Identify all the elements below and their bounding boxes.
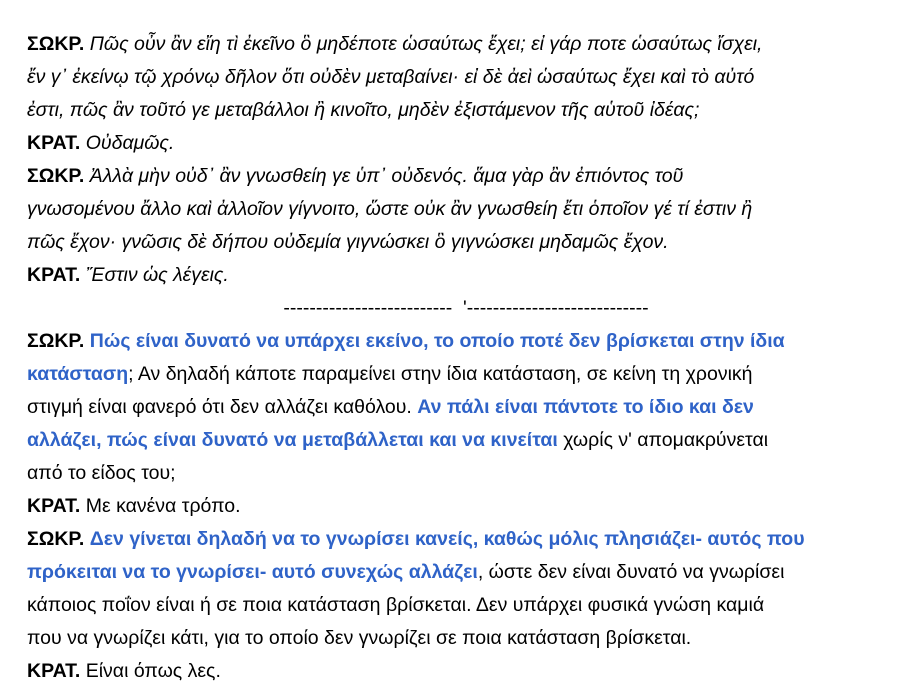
ancient-socrates-line-4 [27, 160, 897, 193]
modern-socrates-line-4 [27, 424, 897, 457]
ancient-socrates-text: Πῶς οὖν ἂν εἴη τὶ ἐκεῖνο ὃ μηδέποτε ὡσαύτως ἔχει; εἰ γάρ ποτε ὡσαύτως ἴσχει, [89, 33, 763, 55]
modern-kratylos-line-2 [27, 655, 897, 688]
highlighted-text: αλλάζει, πώς είναι δυνατό να μεταβάλλεται και να κινείται [27, 429, 558, 451]
highlighted-text: Δεν γίνεται δηλαδή να το γνωρίσει κανείς, καθώς μόλις πλησιάζει- αυτός που [89, 528, 805, 550]
highlighted-text: πρόκειται να το γνωρίσει- αυτό συνεχώς αλλάζει [27, 561, 478, 583]
plain-text: Με κανένα τρόπο. [85, 495, 241, 517]
speaker-kratylos: ΚΡΑΤ. [27, 660, 81, 682]
speaker-socrates: ΣΩΚΡ. [27, 330, 85, 352]
modern-socrates-line-1 [27, 325, 897, 358]
modern-socrates-line-2 [27, 358, 897, 391]
ancient-kratylos-line-2 [27, 259, 897, 292]
plain-text: , ώστε δεν είναι δυνατό να γνωρίσει [477, 561, 785, 583]
modern-socrates-line-3 [27, 391, 897, 424]
modern-socrates-line-5: από το είδος του; [27, 462, 176, 484]
speaker-socrates: ΣΩΚΡ. [27, 528, 85, 550]
ancient-kratylos-text: Ἔστιν ὡς λέγεις. [85, 264, 229, 286]
modern-socrates-line-6 [27, 523, 897, 556]
plain-text: στιγμή είναι φανερό ότι δεν αλλάζει καθόλου. [27, 396, 418, 418]
highlighted-text: κατάσταση [27, 363, 129, 385]
speaker-socrates: ΣΩΚΡ. [27, 165, 85, 187]
ancient-socrates-line-1 [27, 28, 897, 61]
speaker-kratylos: ΚΡΑΤ. [27, 264, 81, 286]
speaker-kratylos: ΚΡΑΤ. [27, 132, 81, 154]
plain-text: Είναι όπως λες. [85, 660, 221, 682]
plain-text: χωρίς ν' απομακρύνεται [557, 429, 769, 451]
highlighted-text: Αν πάλι είναι πάντοτε το ίδιο και δεν [417, 396, 754, 418]
modern-kratylos-line-1 [27, 490, 897, 523]
modern-socrates-line-9: που να γνωρίζει κάτι, για το οποίο δεν γνωρίζει σε ποια κατάσταση βρίσκεται. [27, 627, 692, 649]
speaker-kratylos: ΚΡΑΤ. [27, 495, 81, 517]
highlighted-text: Πώς είναι δυνατό να υπάρχει εκείνο, το οποίο ποτέ δεν βρίσκεται στην ίδια [89, 330, 785, 352]
ancient-socrates-line-5: γνωσομένου ἄλλο καὶ ἀλλοῖον γίγνοιτο, ὥστε οὐκ ἂν γνωσθείη ἔτι ὁποῖον γέ τί ἐστιν ἢ [27, 198, 753, 220]
speaker-socrates: ΣΩΚΡ. [27, 33, 85, 55]
modern-socrates-line-7 [27, 556, 897, 589]
ancient-kratylos-line-1 [27, 127, 897, 160]
ancient-socrates-text: Ἀλλὰ μὴν οὐδ᾽ ἂν γνωσθείη γε ὑπ᾽ οὐδενός. ἅμα γὰρ ἂν ἐπιόντος τοῦ [89, 165, 684, 187]
ancient-socrates-line-6: πῶς ἔχον· γνῶσις δὲ δήπου οὐδεμία γιγνώσκει ὃ γιγνώσκει μηδαμῶς ἔχον. [27, 231, 669, 253]
dialogue-document [27, 28, 897, 688]
modern-socrates-line-8: κάποιος ποΐον είναι ή σε ποια κατάσταση βρίσκεται. Δεν υπάρχει φυσικά γνώση καμιά [27, 594, 765, 616]
ancient-kratylos-text: Οὐδαμῶς. [85, 132, 175, 154]
ancient-socrates-line-2: ἔν γ᾽ ἐκείνῳ τῷ χρόνῳ δῆλον ὅτι οὐδὲν μεταβαίνει· εἰ δὲ ἀεὶ ὡσαύτως ἔχει καὶ τὸ αὐτό [27, 66, 755, 88]
section-separator: -------------------------- '---------------------------- [283, 297, 649, 319]
ancient-socrates-line-3: ἐστι, πῶς ἂν τοῦτό γε μεταβάλλοι ἢ κινοῖτο, μηδὲν ἐξιστάμενον τῆς αὑτοῦ ἰδέας; [27, 99, 700, 121]
plain-text: ; Αν δηλαδή κάποτε παραμείνει στην ίδια κατάσταση, σε κείνη τη χρονική [128, 363, 753, 385]
